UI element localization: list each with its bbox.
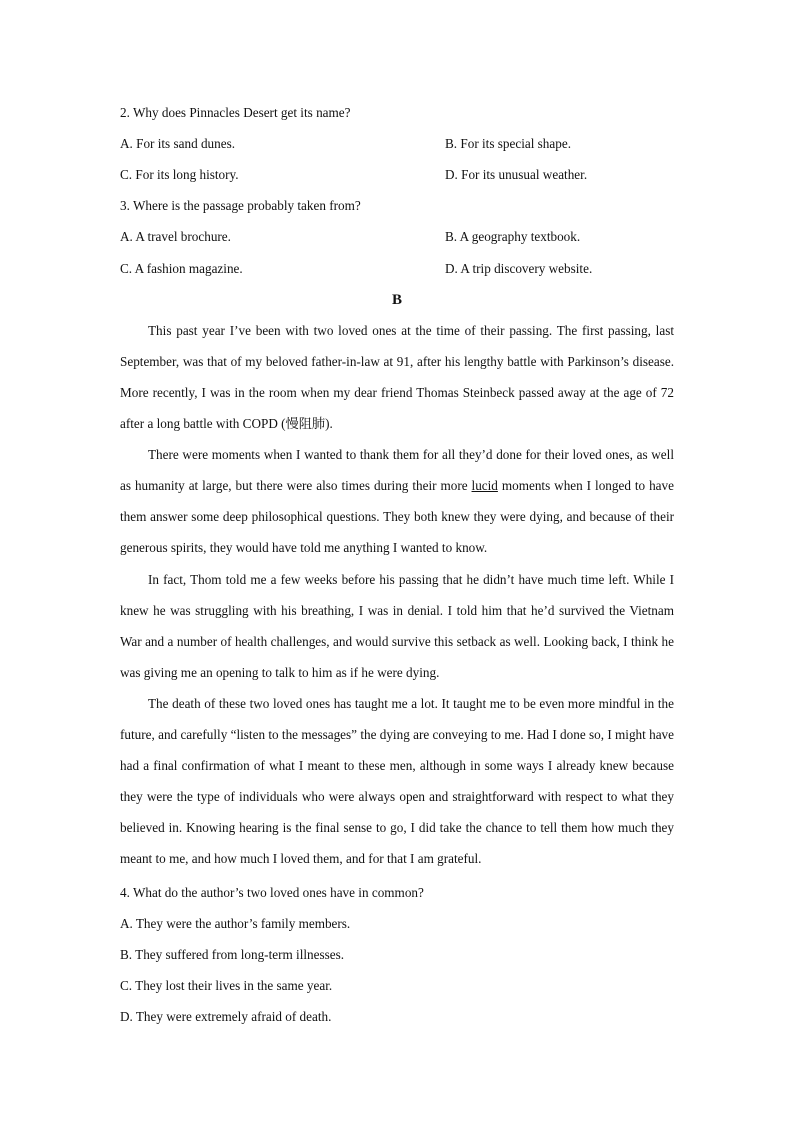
paragraph-4-text: The death of these two loved ones has taught me a lot. It taught me to be even more mindful in the future, and carefully “listen to the messages” the dying are conveying to me. Had I done so, I might have had a final confirmation of what I meant to these men, although in some ways I already knew because they were the type of individuals who were always open and straightforward with respect to what they believed in. Knowing hearing is the final sense to go, I did take the chance to tell them how much they meant to me, and how much I loved them, and for that I am grateful. [120,696,674,866]
question-4: 4. What do the author’s two loved ones have in common? [120,885,424,900]
q3-option-b: B. A geography textbook. [445,229,581,244]
question-2: 2. Why does Pinnacles Desert get its name? [120,105,351,120]
q2-option-c: C. For its long history. [120,167,239,182]
section-b-title: B [391,292,402,308]
q2-option-b: B. For its special shape. [445,136,571,151]
q4-option-d: D. They were extremely afraid of death. [120,1009,332,1024]
paragraph-3-text: In fact, Thom told me a few weeks before his passing that he didn’t have much time left. While I knew he was struggling with his breathing, I was in denial. I told him that he’d survived the Vietnam War and a number of health challenges, and would survive this setback as well. Looking back, I think he was giving me an opening to talk to him as if he were dying. [120,572,674,680]
q2-option-d: D. For its unusual weather. [445,167,588,182]
q3-option-d: D. A trip discovery website. [445,261,593,276]
question-3: 3. Where is the passage probably taken from? [120,198,361,213]
q3-option-c: C. A fashion magazine. [120,261,243,276]
q3-option-a: A. A travel brochure. [120,229,231,244]
paragraph-2-text-end: moments when I longed to have them answer some deep philosophical questions. They both knew they were dying, and because of their generous spirits, they would have told me anything I wanted to know. [120,478,674,555]
paragraph-1-text: This past year I’ve been with two loved ones at the time of their passing. The first passing, last September, was that of my beloved father-in-law at 91, after his lengthy battle with Parkinson’s disease. More recently, I was in the room when my dear friend Thomas Steinbeck passed away at the age of 72 after a long battle with COPD (慢阻肺). [120,323,674,431]
passage-paragraph-2 [120,439,674,563]
q2-option-a: A. For its sand dunes. [120,136,236,151]
q4-option-a: A. They were the author’s family members. [120,916,351,931]
underlined-word-lucid: lucid [471,478,498,493]
passage-paragraph-1 [120,315,674,439]
q4-option-c: C. They lost their lives in the same year. [120,978,333,993]
paragraph-2-text-start: There were moments when I wanted to thank them for all they’d done for their loved ones, as well as humanity at large, but there were also times during their more [120,447,674,493]
q4-option-b: B. They suffered from long-term illnesses. [120,947,345,962]
passage-paragraph-4 [120,688,674,874]
passage-paragraph-3 [120,564,674,688]
